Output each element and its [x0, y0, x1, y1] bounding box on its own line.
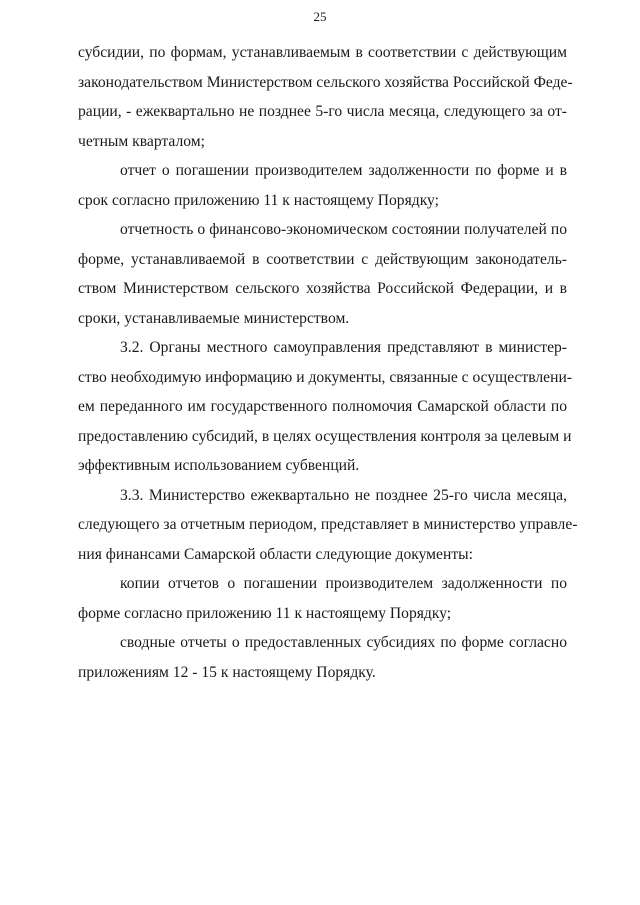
paragraph-section-3-3: [78, 481, 578, 570]
text-line: четным кварталом;: [78, 132, 205, 150]
text-line: отчет о погашении производителем задолженности по форме и в: [120, 162, 567, 179]
text-line: форме, устанавливаемой в соответствии с действующим законодатель-: [78, 250, 567, 268]
text-line: законодательством Министерством сельского хозяйства Российской Феде-: [78, 73, 573, 91]
text-line: сроки, устанавливаемые министерством.: [78, 309, 350, 327]
paragraph-debt-repayment-report: [78, 156, 567, 215]
text-line: ство необходимую информацию и документы, связанные с осуществлени-: [78, 368, 572, 386]
text-line: рации, - ежеквартально не позднее 5-го числа месяца, следующего за от-: [78, 103, 567, 120]
text-line: предоставлению субсидий, в целях осуществления контроля за целевым и: [78, 427, 572, 445]
document-body: [78, 38, 578, 687]
text-line: 3.2. Органы местного самоуправления представляют в министер-: [120, 339, 567, 356]
text-line: субсидии, по формам, устанавливаемым в соответствии с действующим: [78, 44, 567, 61]
paragraph-summary-reports: [78, 628, 567, 687]
text-line: эффективным использованием субвенций.: [78, 457, 360, 474]
text-line: копии отчетов о погашении производителем задолженности по: [120, 575, 567, 592]
page-number: 25: [313, 9, 327, 24]
text-line: отчетность о финансово-экономическом состоянии получателей по: [120, 221, 567, 238]
text-line: ния финансами Самарской области следующие документы:: [78, 545, 473, 563]
text-line: форме согласно приложению 11 к настоящему Порядку;: [78, 604, 452, 622]
text-line: следующего за отчетным периодом, представляет в министерство управле-: [78, 516, 578, 533]
paragraph-subsidies-forms: [78, 38, 573, 156]
text-line: ем переданного им государственного полномочия Самарской области по: [78, 398, 567, 415]
paragraph-report-copies: [78, 569, 567, 628]
text-line: срок согласно приложению 11 к настоящему Порядку;: [78, 191, 439, 209]
text-line: ством Министерством сельского хозяйства Российской Федерации, и в: [78, 280, 567, 297]
paragraph-section-3-2: [78, 333, 572, 481]
text-line: сводные отчеты о предоставленных субсидиях по форме согласно: [120, 634, 567, 651]
text-line: 3.3. Министерство ежеквартально не позднее 25-го числа месяца,: [120, 486, 567, 504]
paragraph-financial-reporting: [78, 215, 567, 333]
text-line: приложениям 12 - 15 к настоящему Порядку.: [78, 663, 376, 681]
